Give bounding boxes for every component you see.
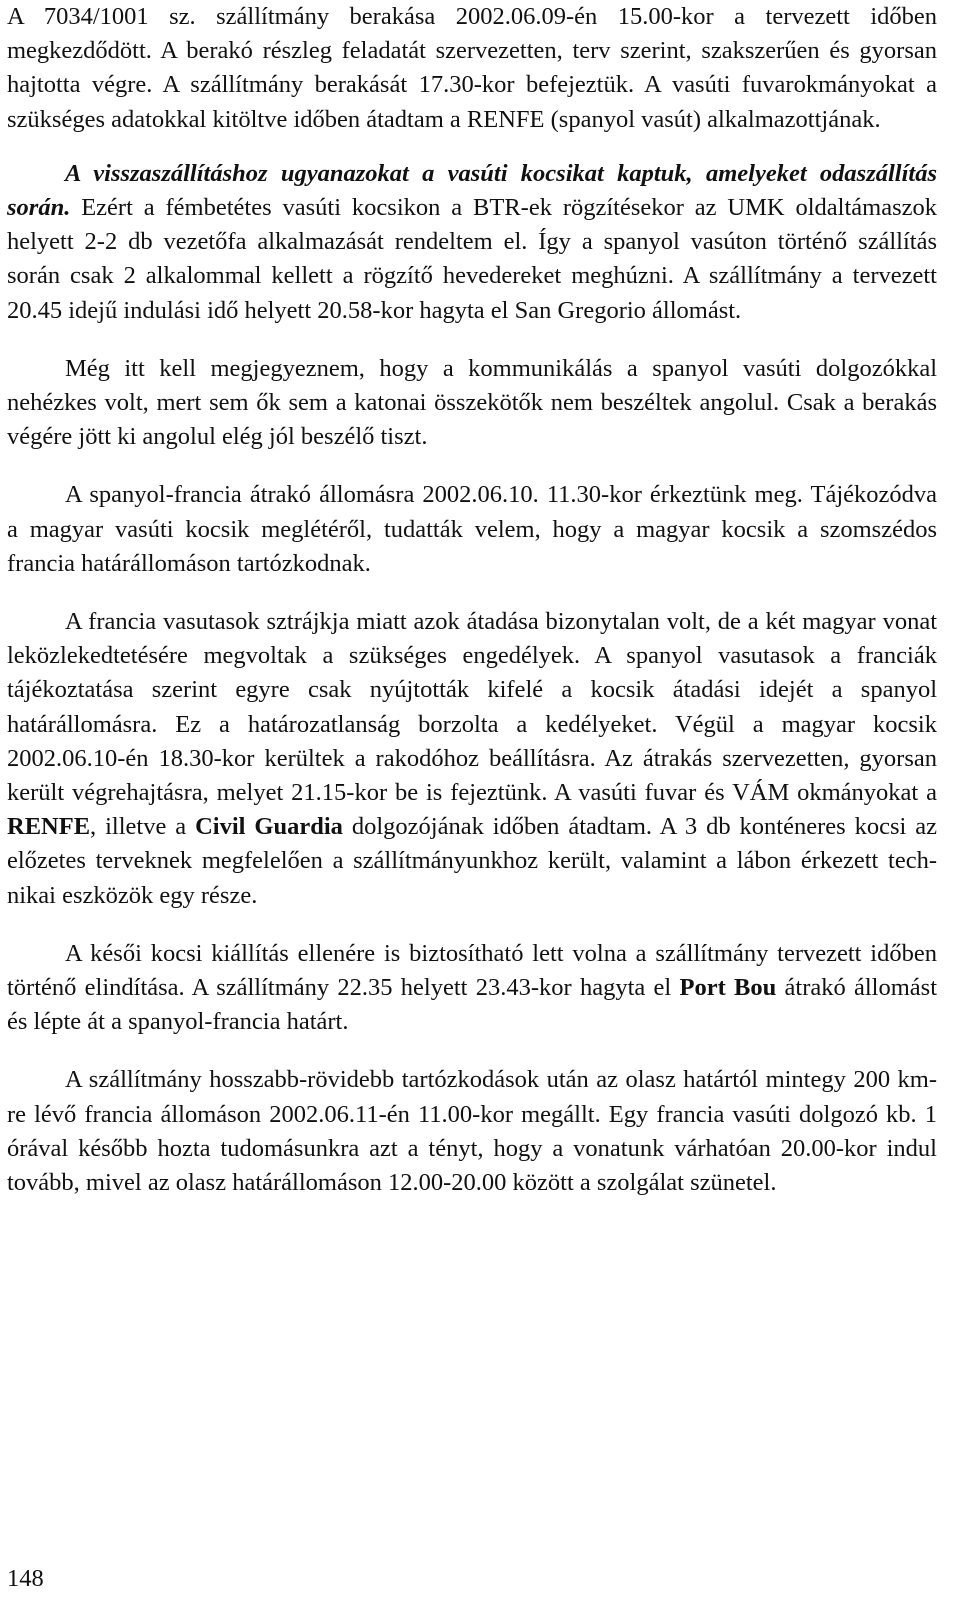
- paragraph-1-text: A 7034/1001 sz. szállítmány berakása 2002.06.09-én 15.00-kor a tervezett időben megkezdődött. A berakó részleg feladatát szervezetten, terv szerint, szakszerűen és gyorsan hajtotta végre. A szállítmány berakását 17.30-kor befejeztük. A vasúti fuvarokmányokat a szükséges adatokkal kitöltve időben átadtam a RENFE (spanyol vasút) alkalmazottjának.: [7, 3, 937, 133]
- paragraph-5-text-b: , illetve a: [90, 813, 196, 841]
- paragraph-spacer: [7, 328, 937, 352]
- page-number: 148: [7, 1565, 44, 1592]
- paragraph-4: [7, 478, 937, 581]
- paragraph-3: [7, 352, 937, 455]
- paragraph-6: [7, 937, 937, 1040]
- paragraph-5: [7, 605, 937, 913]
- document-page: [7, 0, 937, 1200]
- paragraph-spacer: [7, 1039, 937, 1063]
- paragraph-5-text-a: A francia vasutasok sztrájkja miatt azok átadása bizonytalan volt, de a két magyar vonat leközlekedtetésére megvoltak a szükséges engedélyek. A spanyol vasutasok a franciák tájékoztatása szerint egyre csak nyújtották kifelé a kocsik átadási idejét a spanyol határállomásra. Ez a határozatlanság borzolta a kedélyeket. Végül a magyar kocsik 2002.06.10-én 18.30-kor kerültek a rakodóhoz beállításra. Az átrakás szervezetten, gyorsan került végrehajtásra, melyet 21.15-kor be is fejeztünk. A vasúti fuvar és VÁM okmányokat a: [7, 608, 937, 807]
- paragraph-6-text-b: átrakó állomást és lépte át a spanyol-francia határt.: [7, 974, 938, 1036]
- paragraph-5-renfe: RENFE: [7, 813, 91, 841]
- paragraph-5-civil-guardia: Civil Guardia: [195, 813, 343, 841]
- paragraph-6-text-a: A késői kocsi kiállítás ellenére is biztosítható lett volna a szállítmány tervezett időben történő elindítása. A szállítmány 22.35 helyett 23.43-kor hagyta el: [7, 939, 937, 1002]
- paragraph-spacer: [7, 581, 937, 605]
- paragraph-2: [7, 157, 937, 328]
- paragraph-7-text: A szállítmány hosszabb-rövidebb tartózkodások után az olasz határtól mintegy 200 km-re lévő francia állomáson 2002.06.11-én 11.00-kor megállt. Egy francia vasúti dolgozó kb. 1 órával később hozta tudomásunkra azt a tényt, hogy a vonatunk várhatóan 20.00-kor indul tovább, mivel az olasz határállomáson 12.00-20.00 között a szolgálat szünetel.: [7, 1066, 937, 1197]
- paragraph-7: [7, 1063, 937, 1200]
- paragraph-spacer: [7, 137, 937, 157]
- paragraph-spacer: [7, 913, 937, 937]
- paragraph-6-port-bou: Port Bou: [679, 974, 777, 1002]
- paragraph-3-text: Még itt kell megjegyeznem, hogy a kommunikálás a spanyol vasúti dolgozókkal nehézkes volt, mert sem ők sem a katonai összekötők nem beszéltek angolul. Csak a berakás végére jött ki angolul elég jól beszélő tiszt.: [7, 354, 937, 451]
- paragraph-1: [7, 0, 937, 137]
- paragraph-2-text: Ezért a fémbetétes vasúti kocsikon a BTR-ek rögzítésekor az UMK oldaltámaszok helyett 2-2 db vezetőfa alkalmazását rendeltem el. Így a spanyol vasúton történő szállítás során csak 2 alkalommal kellett a rögzítő hevedereket meghúzni. A szállítmány a tervezett 20.45 idejű indulási idő helyett 20.58-kor hagyta el San Gregorio állomást.: [7, 194, 937, 324]
- paragraph-5-text-c: dolgozójának időben átadtam. A 3 db konténeres kocsi az előzetes terveknek megfelelően a szállítmányunkhoz került, valamint a lábon érkezett technikai eszközök egy része.: [7, 813, 937, 909]
- paragraph-2-emphasis: A visszaszállításhoz ugyanazokat a vasúti kocsikat kaptuk, amelyeket odaszállítás során.: [7, 159, 937, 222]
- paragraph-4-text: A spanyol-francia átrakó állomásra 2002.06.10. 11.30-kor érkeztünk meg. Tájékozódva a magyar vasúti kocsik meglétéről, tudatták velem, hogy a magyar kocsik a szomszédos francia határállomáson tartózkodnak.: [7, 481, 937, 577]
- paragraph-spacer: [7, 454, 937, 478]
